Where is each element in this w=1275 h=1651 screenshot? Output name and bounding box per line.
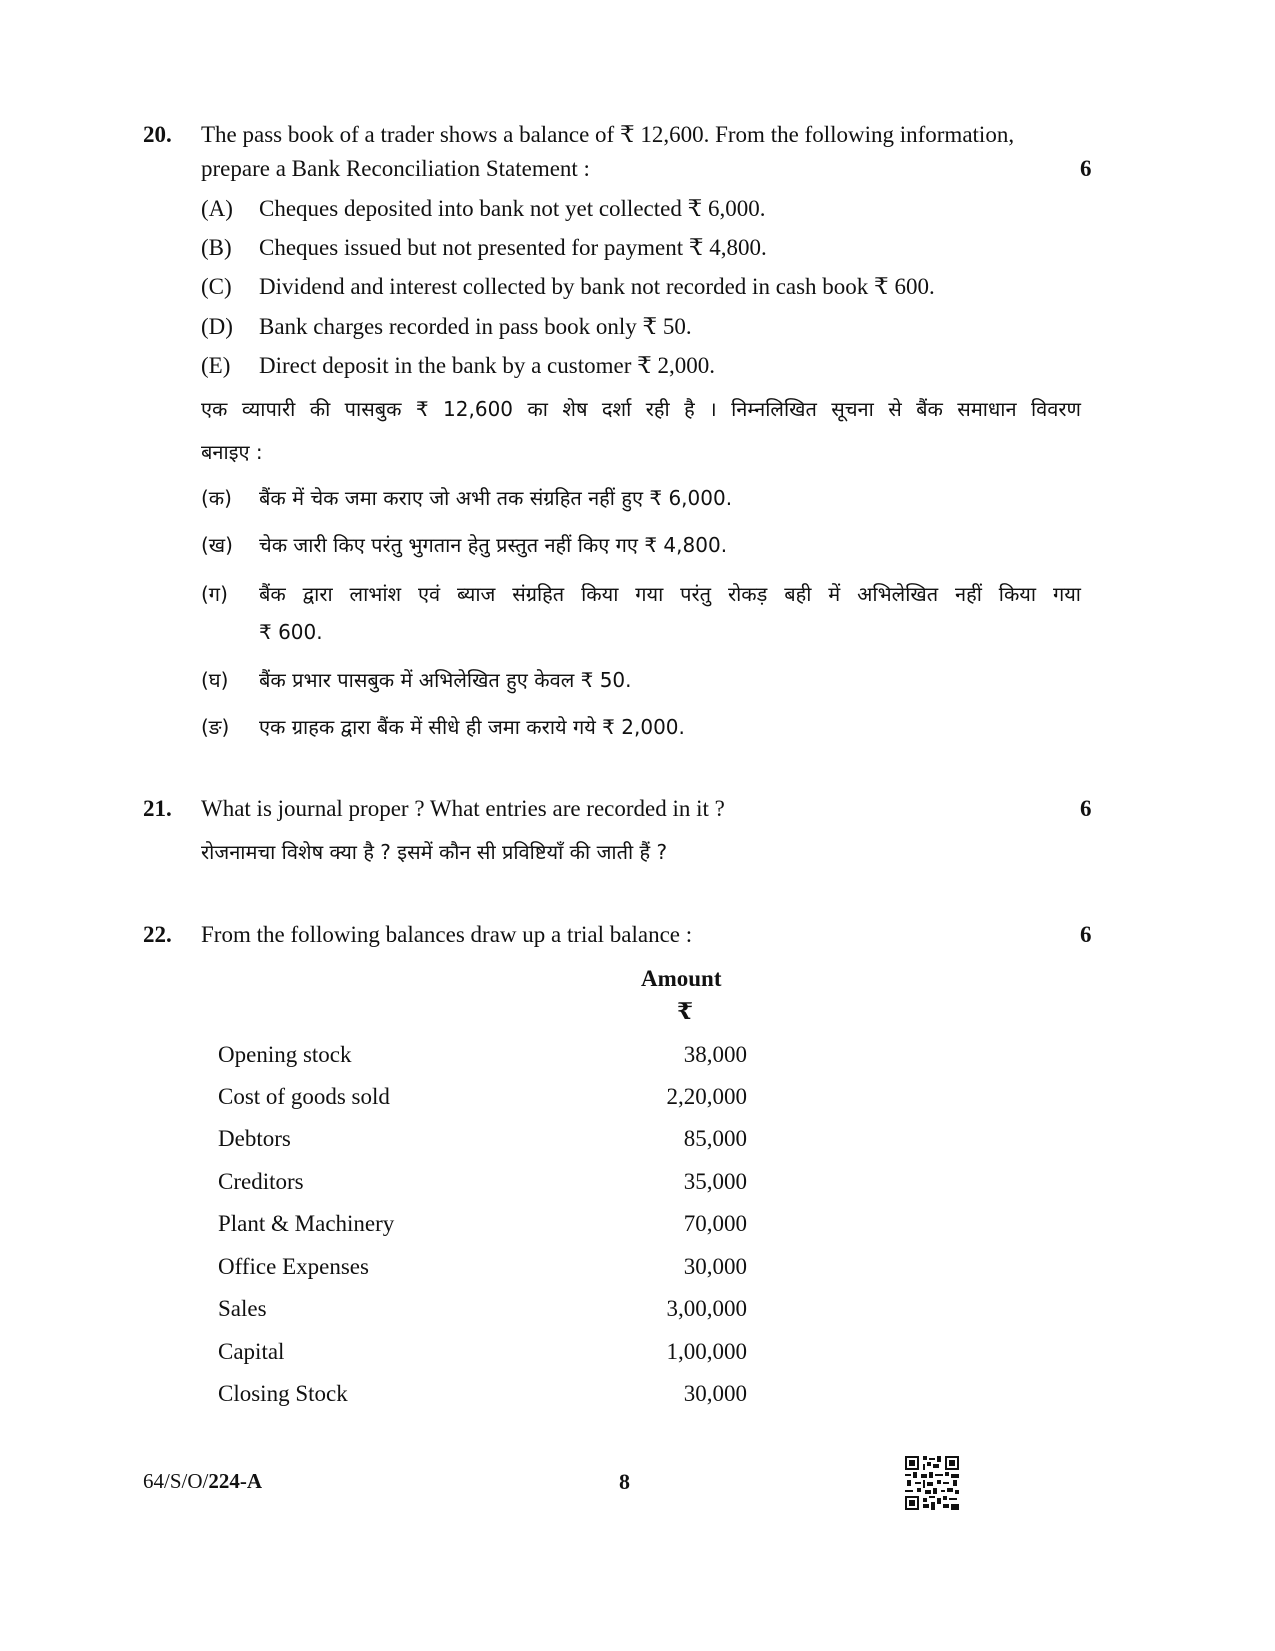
q20-item-text: Dividend and interest collected by bank not recorded in cash book ₹ 600. <box>259 274 935 299</box>
q21-number: 21. <box>143 796 172 821</box>
table-row-amount: 30,000 <box>683 1381 747 1406</box>
q21-text: What is journal proper ? What entries are recorded in it ? <box>201 796 725 821</box>
paper-code-bold: 224-A <box>208 1469 263 1493</box>
q20-item-label: (C) <box>201 274 232 299</box>
q22-marks: 6 <box>1080 922 1092 947</box>
q20-hindi-item-text: बैंक द्वारा लाभांश एवं ब्याज संग्रहित किया गया परंतु रोकड़ बही में अभिलेखित नहीं किया गया <box>259 582 1081 606</box>
paper-code <box>143 1469 262 1494</box>
q20-hindi-item-text: बैंक में चेक जमा कराए जो अभी तक संग्रहित नहीं हुए ₹ 6,000. <box>259 486 733 510</box>
q20-marks: 6 <box>1080 156 1092 181</box>
table-row-amount: 38,000 <box>683 1042 747 1067</box>
table-row-amount: 3,00,000 <box>666 1296 747 1321</box>
table-row-amount: 2,20,000 <box>666 1084 747 1109</box>
q20-hindi-item-text: एक ग्राहक द्वारा बैंक में सीधे ही जमा कराये गये ₹ 2,000. <box>259 715 685 739</box>
q20-hindi-item-label: (ङ) <box>201 715 230 739</box>
table-row-label: Closing Stock <box>218 1381 348 1406</box>
table-row-label: Sales <box>218 1296 267 1321</box>
q20-hindi-item-label: (क) <box>201 486 232 510</box>
table-row-amount: 35,000 <box>683 1169 747 1194</box>
table-row-label: Capital <box>218 1339 285 1364</box>
q20-number: 20. <box>143 122 172 147</box>
q20-item-text: Cheques deposited into bank not yet collected ₹ 6,000. <box>259 196 766 221</box>
q20-hindi-item-text: चेक जारी किए परंतु भुगतान हेतु प्रस्तुत नहीं किए गए ₹ 4,800. <box>259 533 728 557</box>
q20-text-line2: prepare a Bank Reconciliation Statement : <box>201 156 590 181</box>
table-row-amount: 1,00,000 <box>666 1339 747 1364</box>
q22-number: 22. <box>143 922 172 947</box>
currency-symbol: ₹ <box>677 999 694 1024</box>
table-row-label: Cost of goods sold <box>218 1084 390 1109</box>
q20-text-line1: The pass book of a trader shows a balance of ₹ 12,600. From the following information, <box>201 122 1015 147</box>
table-row-label: Opening stock <box>218 1042 352 1067</box>
q20-item-label: (A) <box>201 196 233 221</box>
q20-hindi-line2: बनाइए : <box>201 440 263 464</box>
q20-hindi-item-text-cont: ₹ 600. <box>259 620 323 644</box>
q20-item-label: (B) <box>201 235 232 260</box>
q22-text: From the following balances draw up a trial balance : <box>201 922 693 947</box>
table-row-label: Plant & Machinery <box>218 1211 395 1236</box>
table-row-amount: 85,000 <box>683 1126 747 1151</box>
q20-item-text: Cheques issued but not presented for payment ₹ 4,800. <box>259 235 767 260</box>
q20-item-text: Direct deposit in the bank by a customer ₹ 2,000. <box>259 353 716 378</box>
q21-marks: 6 <box>1080 796 1092 821</box>
q20-hindi-item-label: (ग) <box>201 582 228 606</box>
q20-hindi-item-text: बैंक प्रभार पासबुक में अभिलेखित हुए केवल ₹ 50. <box>259 668 632 692</box>
q20-item-label: (D) <box>201 314 233 339</box>
q20-item-text: Bank charges recorded in pass book only ₹ 50. <box>259 314 692 339</box>
table-row-amount: 30,000 <box>683 1254 747 1279</box>
table-row-amount: 70,000 <box>683 1211 747 1236</box>
amount-header: Amount <box>641 966 722 991</box>
qr-code-icon <box>905 1456 959 1510</box>
q20-hindi-item-label: (घ) <box>201 668 229 692</box>
table-row-label: Creditors <box>218 1169 304 1194</box>
q21-hindi: रोजनामचा विशेष क्या है ? इसमें कौन सी प्रविष्टियाँ की जाती हैं ? <box>201 840 668 864</box>
q20-hindi-line1: एक व्यापारी की पासबुक ₹ 12,600 का शेष दर्शा रही है । निम्नलिखित सूचना से बैंक समाधान विवरण <box>201 397 1081 421</box>
table-row-label: Office Expenses <box>218 1254 369 1279</box>
page-number: 8 <box>619 1469 630 1494</box>
q20-hindi-item-label: (ख) <box>201 533 233 557</box>
table-row-label: Debtors <box>218 1126 291 1151</box>
paper-code-prefix: 64/S/O/ <box>143 1469 209 1493</box>
q20-item-label: (E) <box>201 353 231 378</box>
